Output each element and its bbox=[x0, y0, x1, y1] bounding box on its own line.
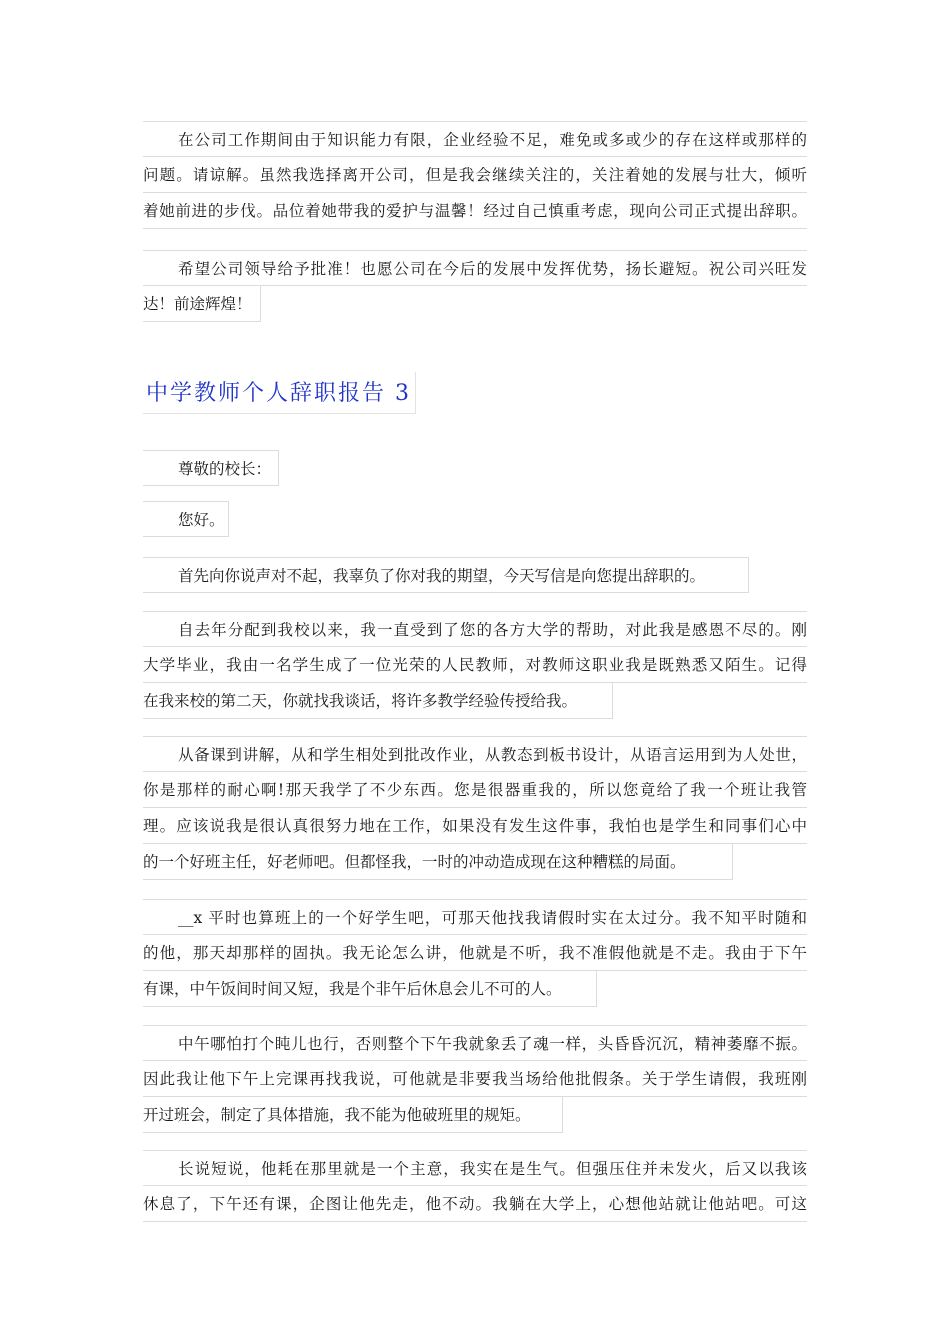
section-title: 中学教师个人辞职报告 3 bbox=[143, 372, 416, 414]
text-line: 开过班会，制定了具体措施，我不能为他破班里的规矩。 bbox=[143, 1097, 563, 1133]
paragraph-teaching bbox=[143, 736, 807, 880]
text-line: 您好。 bbox=[143, 501, 229, 537]
text-line: 着她前进的步伐。品位着她带我的爱护与温馨！经过自己慎重考虑，现向公司正式提出辞职。 bbox=[143, 193, 807, 229]
paragraph-conflict bbox=[143, 1150, 807, 1222]
paragraph-incident bbox=[143, 899, 807, 1007]
paragraph-greeting bbox=[143, 501, 807, 537]
text-line: 长说短说，他耗在那里就是一个主意，我实在是生气。但强压住并未发火，后又以我该 bbox=[143, 1150, 807, 1186]
text-line: 首先向你说声对不起，我辜负了你对我的期望，今天写信是向您提出辞职的。 bbox=[143, 557, 749, 593]
text-line: 尊敬的校长： bbox=[143, 450, 279, 486]
text-line: 的他，那天却那样的固执。我无论怎么讲，他就是不听，我不准假他就是不走。我由于下午 bbox=[143, 935, 807, 971]
text-line: 休息了，下午还有课，企图让他先走，他不动。我躺在大学上，心想他站就让他站吧。可这 bbox=[143, 1186, 807, 1222]
paragraph-wishes bbox=[143, 250, 807, 322]
text-line: 有课，中午饭间时间又短，我是个非午后休息会儿不可的人。 bbox=[143, 971, 597, 1007]
text-line: 在公司工作期间由于知识能力有限，企业经验不足，难免或多或少的存在这样或那样的 bbox=[143, 121, 807, 157]
text-line: 大学毕业，我由一名学生成了一位光荣的人民教师，对教师这职业我是既熟悉又陌生。记得 bbox=[143, 647, 807, 683]
text-line: 问题。请谅解。虽然我选择离开公司，但是我会继续关注的，关注着她的发展与壮大，倾听 bbox=[143, 157, 807, 193]
paragraph-gratitude bbox=[143, 611, 807, 719]
text-line: 因此我让他下午上完课再找我说，可他就是非要我当场给他批假条。关于学生请假，我班刚 bbox=[143, 1061, 807, 1097]
text-line: __x 平时也算班上的一个好学生吧，可那天他找我请假时实在太过分。我不知平时随和 bbox=[143, 899, 807, 935]
text-line: 自去年分配到我校以来，我一直受到了您的各方大学的帮助，对此我是感恩不尽的。刚 bbox=[143, 611, 807, 647]
paragraph-apology bbox=[143, 121, 807, 229]
text-line: 从备课到讲解，从和学生相处到批改作业，从教态到板书设计，从语言运用到为人处世， bbox=[143, 736, 807, 772]
paragraph-salutation bbox=[143, 450, 807, 486]
text-line: 理。应该说我是很认真很努力地在工作，如果没有发生这件事，我怕也是学生和同事们心中 bbox=[143, 808, 807, 844]
text-line: 的一个好班主任，好老师吧。但都怪我，一时的冲动造成现在这种糟糕的局面。 bbox=[143, 844, 733, 880]
text-line: 中午哪怕打个盹儿也行，否则整个下午我就象丢了魂一样，头昏昏沉沉，精神萎靡不振。 bbox=[143, 1025, 807, 1061]
paragraph-intro bbox=[143, 557, 807, 593]
text-line: 希望公司领导给予批准！也愿公司在今后的发展中发挥优势，扬长避短。祝公司兴旺发 bbox=[143, 250, 807, 286]
paragraph-noon-rest bbox=[143, 1025, 807, 1133]
text-line: 在我来校的第二天，你就找我谈话，将许多教学经验传授给我。 bbox=[143, 683, 613, 719]
text-line: 达！前途辉煌！ bbox=[143, 286, 261, 322]
text-line: 你是那样的耐心啊!那天我学了不少东西。您是很器重我的，所以您竟给了我一个班让我管 bbox=[143, 772, 807, 808]
